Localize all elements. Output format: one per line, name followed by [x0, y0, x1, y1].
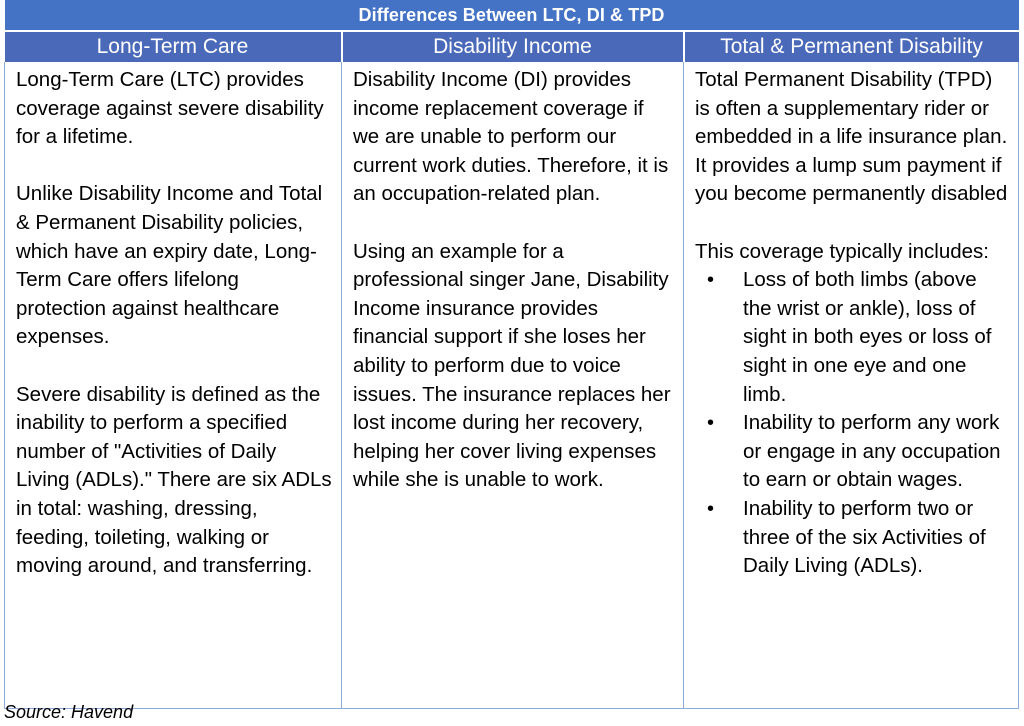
- tpd-paragraph-1: Total Permanent Disability (TPD) is often a supplementary rider or embedded in a life insurance plan. It provides a lump sum payment if you become permanently disabled: [695, 68, 1008, 206]
- list-item-label: Inability to perform any work or engage in any occupation to earn or obtain wages.: [743, 411, 1001, 492]
- table-header: [5, 0, 1019, 62]
- paragraph-spacer: [353, 209, 675, 238]
- column-header-long-term-care: Long-Term Care: [5, 31, 342, 62]
- table-column-header-row: [5, 31, 1019, 62]
- ltc-paragraph-2: Unlike Disability Income and Total & Permanent Disability policies, which have an expiry date, Long-Term Care offers lifelong protection against healthcare expenses.: [16, 182, 323, 349]
- ltc-paragraph-1: Long-Term Care (LTC) provides coverage against severe disability for a lifetime.: [16, 68, 324, 149]
- paragraph-spacer: [695, 209, 1010, 238]
- list-item: [695, 409, 1010, 495]
- cell-total-permanent-disability: [684, 62, 1019, 709]
- cell-disability-income: [342, 62, 684, 709]
- tpd-paragraph-2: This coverage typically includes:: [695, 239, 989, 263]
- cell-long-term-care: [5, 62, 342, 709]
- column-header-total-permanent-disability: Total & Permanent Disability: [684, 31, 1019, 62]
- source-caption: Source: Havend: [4, 702, 134, 722]
- table-body: [5, 62, 1019, 709]
- list-item-label: Loss of both limbs (above the wrist or ankle), loss of sight in both eyes or loss of sight in one eye and one limb.: [743, 268, 992, 406]
- tpd-bullet-list: [695, 266, 1010, 581]
- column-header-disability-income: Disability Income: [342, 31, 684, 62]
- comparison-table: [4, 0, 1019, 709]
- list-item-label: Inability to perform two or three of the six Activities of Daily Living (ADLs).: [743, 496, 986, 578]
- table-title: Differences Between LTC, DI & TPD: [5, 0, 1019, 31]
- table-row: [5, 62, 1019, 709]
- bullet-icon: •: [707, 412, 715, 435]
- ltc-paragraph-3: Severe disability is defined as the inability to perform a specified number of "Activities of Daily Living (ADLs)." There are six ADLs in total: washing, dressing, feeding, toileting, walking or moving around, and transferring.: [16, 382, 332, 578]
- paragraph-spacer: [16, 352, 333, 381]
- list-item: [695, 266, 1010, 409]
- list-item: [695, 495, 1010, 581]
- di-paragraph-1: Disability Income (DI) provides income replacement coverage if we are unable to perform our current work duties. Therefore, it is an occupation-related plan.: [353, 68, 669, 206]
- bullet-icon: •: [707, 269, 715, 292]
- paragraph-spacer: [16, 152, 333, 181]
- bullet-icon: •: [707, 497, 715, 520]
- di-paragraph-2: Using an example for a professional singer Jane, Disability Income insurance provides financial support if she loses her ability to perform due to voice issues. The insurance replaces her lost income during her recovery, helping her cover living expenses while she is unable to work.: [353, 239, 671, 492]
- table-title-row: [5, 0, 1019, 31]
